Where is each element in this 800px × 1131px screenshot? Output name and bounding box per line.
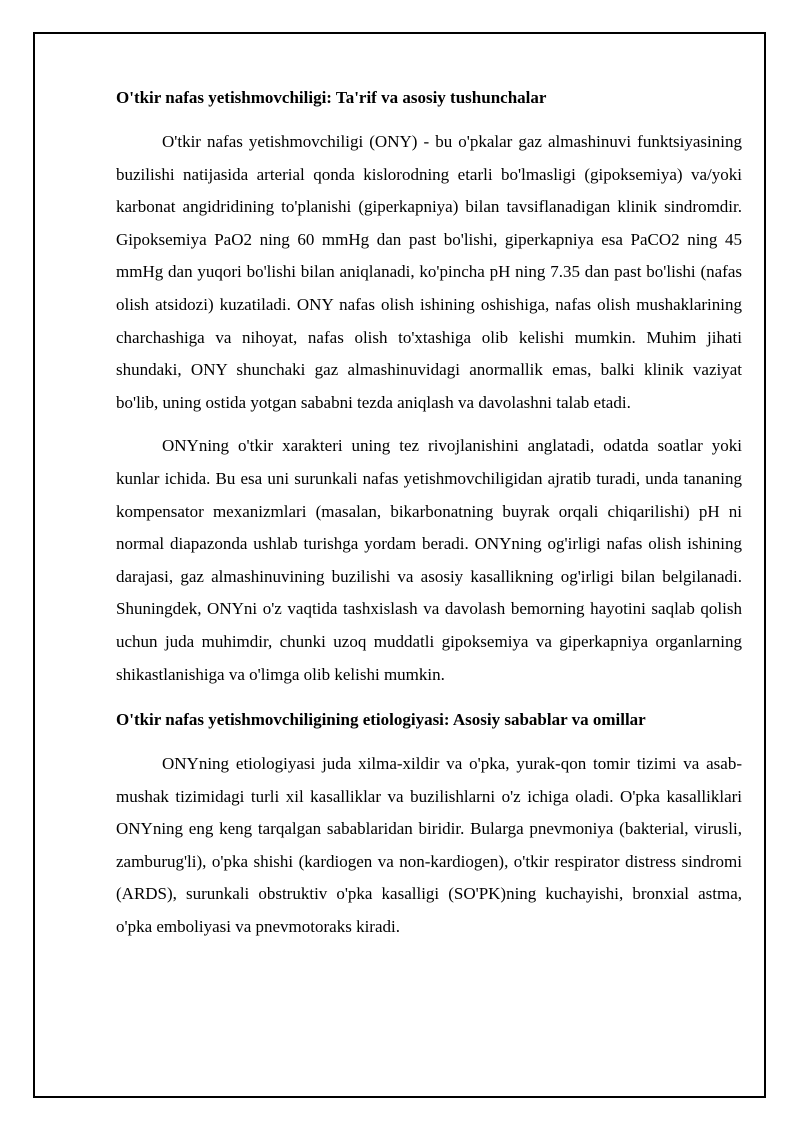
section-heading-etiology: O'tkir nafas yetishmovchiligining etiologiyasi: Asosiy sabablar va omillar — [116, 710, 646, 730]
paragraph-definition-2: ONYning o'tkir xarakteri uning tez rivojlanishini anglatadi, odatda soatlar yoki kunlar ichida. Bu esa uni surunkali nafas yetishmovchiligidan ajratib turadi, unda tananing kompensator mexanizmlari (masalan, bikarbonatning buyrak orqali chiqarilishi) pH ni normal diapazonda ushlab turishga yordam beradi. ONYning og'irligi nafas olish ishining darajasi, gaz almashinuvining buzilishi va asosiy kasallikning og'irligi bilan belgilanadi. Shuningdek, ONYni o'z vaqtida tashxislash va davolash bemorning hayotini saqlab qolish uchun juda muhimdir, chunki uzoq muddatli gipoksemiya va giperkapniya organlarning shikastlanishiga va o'limga olib kelishi mumkin. — [116, 436, 742, 684]
section-heading-definition: O'tkir nafas yetishmovchiligi: Ta'rif va asosiy tushunchalar — [116, 88, 547, 107]
document-body — [116, 84, 742, 944]
paragraph-definition-1: O'tkir nafas yetishmovchiligi (ONY) - bu o'pkalar gaz almashinuvi funktsiyasining buzilishi natijasida arterial qonda kislorodning etarli bo'lmasligi (gipoksemiya) va/yoki karbonat angidridining to'planishi (giperkapniya) bilan tavsiflanadigan klinik sindromdir. Gipoksemiya PaO2 ning 60 mmHg dan past bo'lishi, giperkapniya esa PaCO2 ning 45 mmHg dan yuqori bo'lishi bilan aniqlanadi, ko'pincha pH ning 7.35 dan past bo'lishi (nafas olish atsidozi) kuzatiladi. ONY nafas olish ishining oshishiga, nafas olish mushaklarining charchashiga va nihoyat, nafas olish to'xtashiga olib kelishi mumkin. Muhim jihati shundaki, ONY shunchaki gaz almashinuvidagi anormallik emas, balki klinik vaziyat bo'lib, uning ostida yotgan sababni tezda aniqlash va davolashni talab etadi. — [116, 132, 742, 412]
paragraph-etiology-1: ONYning etiologiyasi juda xilma-xildir va o'pka, yurak-qon tomir tizimi va asab-mushak tizimidagi turli xil kasalliklar va buzilishlarni o'z ichiga oladi. O'pka kasalliklari ONYning eng keng tarqalgan sabablaridan biridir. Bularga pnevmoniya (bakterial, virusli, zamburug'li), o'pka shishi (kardiogen va non-kardiogen), o'tkir respirator distress sindromi (ARDS), surunkali obstruktiv o'pka kasalligi (SO'PK)ning kuchayishi, bronxial astma, o'pka emboliyasi va pnevmotoraks kiradi. — [116, 754, 742, 937]
